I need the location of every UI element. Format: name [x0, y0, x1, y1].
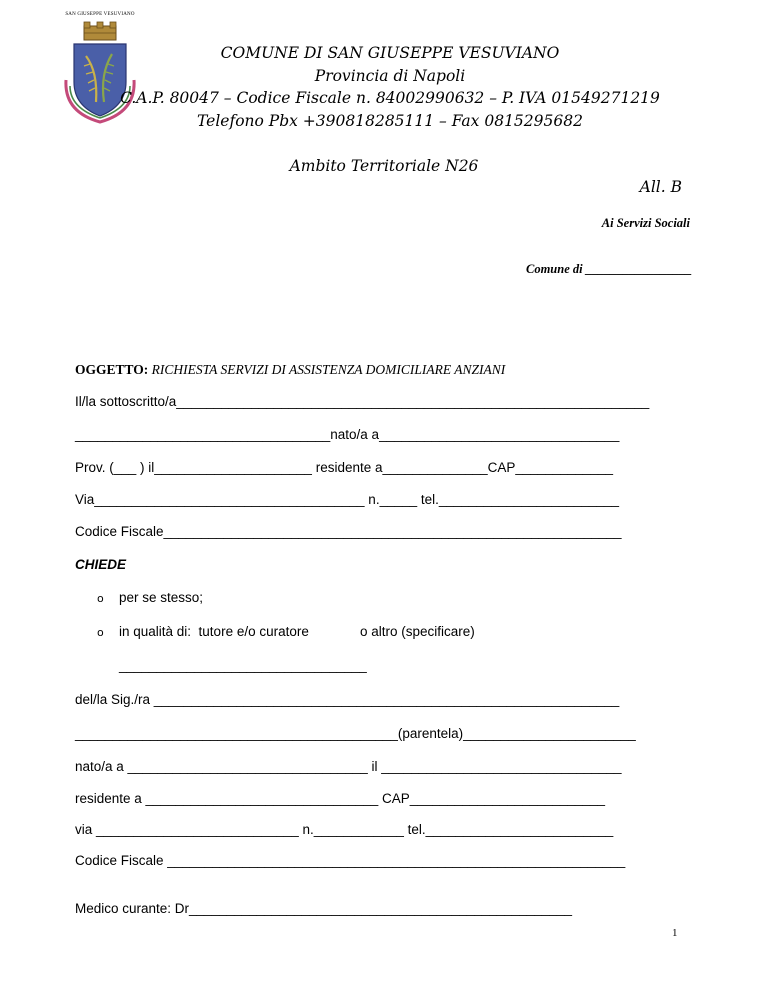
province: Provincia di Napoli	[314, 66, 466, 85]
phone-fax-line: Telefono Pbx +390818285111 – Fax 0815295682	[197, 111, 583, 130]
page-number: 1	[672, 927, 678, 939]
allegato-label: All. B	[639, 178, 682, 196]
form-line-nato: __________________________________nato/a a________________________________	[75, 427, 620, 442]
subject-line	[75, 362, 505, 378]
form-line-medico: Medico curante: Dr___________________________________________________	[75, 901, 572, 916]
subject-label: OGGETTO:	[75, 362, 149, 377]
crest-town-label: SAN GIUSEPPE VESUVIANO	[65, 12, 135, 17]
form-line-sottoscritto: Il/la sottoscritto/a_______________________________________________________________	[75, 394, 650, 409]
letterhead	[120, 42, 660, 132]
option-label: per se stesso;	[119, 590, 204, 605]
recipient-servizi: Ai Servizi Sociali	[601, 216, 690, 230]
checkbox-bullet-icon: o	[97, 626, 104, 639]
municipality-name: COMUNE DI SAN GIUSEPPE VESUVIANO	[220, 44, 560, 62]
chiede-heading: CHIEDE	[75, 557, 127, 572]
form-line-sig-ra: del/la Sig./ra ______________________________________________________________	[75, 692, 620, 707]
recipient-comune: Comune di _________________	[526, 262, 692, 276]
form-line-codice-fiscale: Codice Fiscale_____________________________________________________________	[75, 524, 622, 539]
checkbox-bullet-icon: o	[97, 592, 104, 605]
form-line-codice-fiscale-2: Codice Fiscale _____________________________________________________________	[75, 853, 626, 868]
subject-text: RICHIESTA SERVIZI DI ASSISTENZA DOMICILIARE ANZIANI	[151, 362, 506, 377]
form-line-via: Via____________________________________ n._____ tel.________________________	[75, 492, 620, 507]
cap-fiscal-line: C.A.P. 80047 – Codice Fiscale n. 84002990632 – P. IVA 01549271219	[120, 89, 660, 107]
option-label: o altro (specificare)	[360, 624, 475, 639]
ambito-territoriale: Ambito Territoriale N26	[289, 157, 479, 175]
form-line-via-2: via ___________________________ n.____________ tel._________________________	[75, 822, 614, 837]
form-line-nato-il: nato/a a ________________________________ il ________________________________	[75, 759, 622, 774]
option-altro	[360, 624, 475, 639]
form-line-parentela: ___________________________________________(parentela)_______________________	[75, 726, 636, 741]
form-line-prov: Prov. (___ ) il_____________________ residente a______________CAP_____________	[75, 460, 613, 475]
option-label: in qualità di: tutore e/o curatore	[119, 624, 309, 639]
option-per-se-stesso	[97, 590, 203, 605]
form-line-residente: residente a _______________________________ CAP__________________________	[75, 791, 606, 806]
option-in-qualita	[97, 624, 309, 639]
option-specify-line: _________________________________	[119, 658, 367, 673]
